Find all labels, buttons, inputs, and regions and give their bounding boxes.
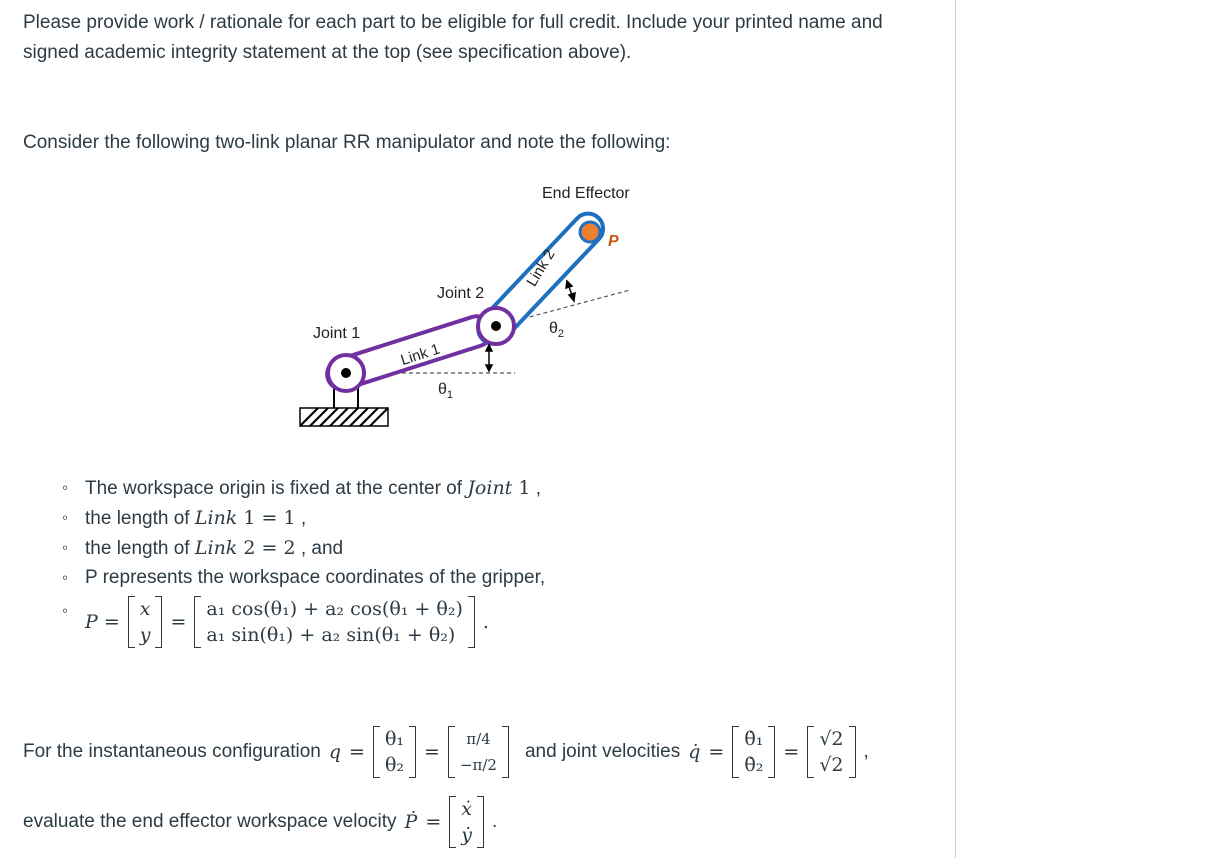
bullet-gripper: ◦ P represents the workspace coordinates of the gripper,: [62, 563, 545, 593]
link1-label: Link 1: [398, 340, 443, 369]
intro-text: Please provide work / rationale for each part to be eligible for full credit. Include your printed name and signed academic integrity statement at the top (see specification above).: [23, 12, 883, 63]
theta1-arrow: [486, 345, 492, 371]
end-effector-label: End Effector: [542, 185, 630, 202]
evaluate-line: evaluate the end effector workspace velocity Ṗ = ẋ ẏ .: [23, 798, 498, 846]
bullet-link1-length: ◦ the length of Link 1 = 1 ,: [62, 503, 306, 534]
bullet-origin: ◦ The workspace origin is fixed at the center of Joint 1 ,: [62, 473, 541, 504]
manipulator-diagram: [290, 178, 650, 438]
configuration-line: For the instantaneous configuration q = θ₁ θ₂ = π/4 −π/2 and joint velocities q̇ = θ̇₁ θ̇₂ = √2 √2 ,: [23, 728, 869, 776]
link2-label: Link 2: [523, 246, 559, 290]
q-vector: θ₁ θ₂: [373, 726, 416, 778]
joint1-label: Joint 1: [313, 325, 361, 342]
q-values: π/4 −π/2: [448, 726, 509, 778]
theta1-label: $\theta_1$: [438, 381, 454, 401]
bullet-p-equation: ◦ P = x y = a₁ cos(θ₁) + a₂ cos(θ₁ + θ₂) a₁ sin(θ₁) + a₂ sin(θ₁ + θ₂) .: [62, 596, 489, 648]
bullet-link2-length: ◦ the length of Link 2 = 2 , and: [62, 533, 343, 564]
theta2-arrow: [566, 281, 575, 301]
page-divider: [955, 0, 956, 858]
joint2-label: Joint 2: [437, 285, 485, 302]
p-label: P: [608, 233, 619, 250]
qdot-values: √2 √2: [807, 726, 855, 778]
p-lhs: ◦ P =: [85, 611, 120, 633]
theta2-label: $\theta_2$: [549, 320, 565, 340]
consider-text: Consider the following two-link planar RR manipulator and note the following:: [23, 132, 671, 153]
pdot-vector: ẋ ẏ: [449, 796, 484, 848]
p-vector: x y: [128, 596, 163, 648]
p-expression-matrix: a₁ cos(θ₁) + a₂ cos(θ₁ + θ₂) a₁ sin(θ₁) + a₂ sin(θ₁ + θ₂): [194, 596, 474, 648]
end-effector-gripper: [580, 222, 600, 242]
qdot-vector: θ̇₁ θ̇₂: [732, 726, 775, 778]
